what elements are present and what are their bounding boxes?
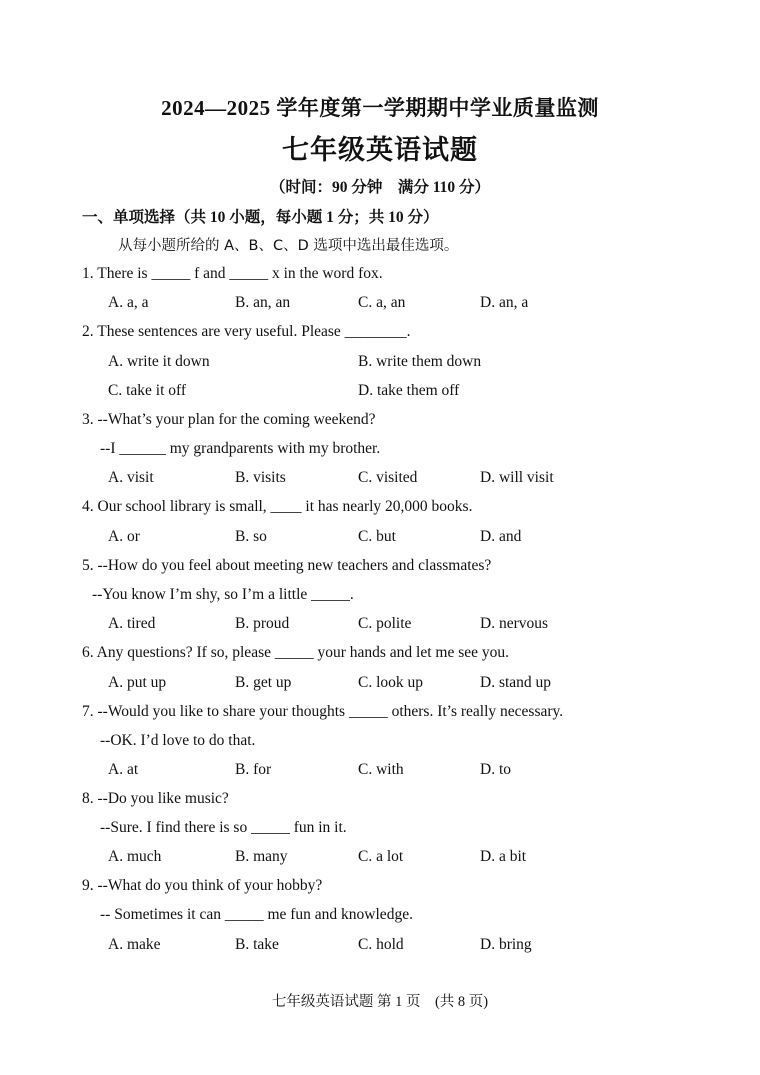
question-8-stem-reply: --Sure. I find there is so _____ fun in it.	[100, 819, 347, 836]
question-9-stem-reply: -- Sometimes it can _____ me fun and knowledge.	[100, 906, 413, 923]
question-2-option-a: A. write it down	[108, 353, 210, 370]
question-1-option-c: C. a, an	[358, 294, 406, 311]
question-4-option-c: C. but	[358, 528, 396, 545]
question-4-option-b: B. so	[235, 528, 267, 545]
exam-header-title: 2024—2025 学年度第一学期期中学业质量监测	[161, 96, 599, 120]
question-1-option-b: B. an, an	[235, 294, 291, 311]
question-6-option-d: D. stand up	[480, 674, 552, 691]
question-4-stem: 4. Our school library is small, ____ it has nearly 20,000 books.	[82, 498, 473, 515]
question-9-option-d: D. bring	[480, 936, 532, 953]
question-7-stem: 7. --Would you like to share your thoughts _____ others. It’s really necessary.	[82, 703, 564, 720]
section-instruction: 从每小题所给的 A、B、C、D 选项中选出最佳选项。	[118, 238, 459, 254]
question-1-option-d: D. an, a	[480, 294, 529, 311]
question-5-stem-reply: --You know I’m shy, so I’m a little _____.	[92, 586, 354, 603]
question-5-stem: 5. --How do you feel about meeting new teachers and classmates?	[82, 557, 492, 574]
question-7-option-d: D. to	[480, 761, 511, 778]
page-footer: 七年级英语试题 第 1 页 (共 8 页)	[271, 994, 489, 1010]
question-5-option-a: A. tired	[108, 615, 156, 632]
question-3-stem: 3. --What’s your plan for the coming weekend?	[82, 411, 376, 428]
section-heading: 一、单项选择（共 10 小题，每小题 1 分；共 10 分）	[82, 209, 439, 226]
question-6-option-b: B. get up	[235, 674, 292, 691]
question-3-option-b: B. visits	[235, 469, 286, 486]
question-1-stem: 1. There is _____ f and _____ x in the word fox.	[82, 265, 383, 282]
question-8-option-d: D. a bit	[480, 848, 527, 865]
question-6-option-a: A. put up	[108, 674, 167, 691]
question-7-option-c: C. with	[358, 761, 404, 778]
question-9-option-a: A. make	[108, 936, 161, 953]
question-3-option-c: C. visited	[358, 469, 418, 486]
question-1-option-a: A. a, a	[108, 294, 149, 311]
question-2-option-d: D. take them off	[358, 382, 460, 399]
exam-time-score: （时间：90 分钟 满分 110 分）	[269, 179, 491, 196]
question-3-stem-reply: --I ______ my grandparents with my brother.	[100, 440, 381, 457]
question-6-option-c: C. look up	[358, 674, 424, 691]
question-4-option-a: A. or	[108, 528, 140, 545]
question-9-option-c: C. hold	[358, 936, 404, 953]
question-7-stem-reply: --OK. I’d love to do that.	[100, 732, 256, 749]
question-5-option-b: B. proud	[235, 615, 290, 632]
question-8-option-a: A. much	[108, 848, 162, 865]
question-8-option-b: B. many	[235, 848, 288, 865]
question-2-option-c: C. take it off	[108, 382, 187, 399]
question-8-stem: 8. --Do you like music?	[82, 790, 229, 807]
question-9-option-b: B. take	[235, 936, 279, 953]
question-5-option-c: C. polite	[358, 615, 412, 632]
question-7-option-a: A. at	[108, 761, 139, 778]
question-6-stem: 6. Any questions? If so, please _____ your hands and let me see you.	[82, 644, 510, 661]
question-4-option-d: D. and	[480, 528, 522, 545]
question-3-option-a: A. visit	[108, 469, 154, 486]
question-7-option-b: B. for	[235, 761, 272, 778]
question-2-stem: 2. These sentences are very useful. Please ________.	[82, 323, 411, 340]
question-2-option-b: B. write them down	[358, 353, 482, 370]
exam-subject-title: 七年级英语试题	[282, 135, 478, 165]
question-8-option-c: C. a lot	[358, 848, 404, 865]
question-3-option-d: D. will visit	[480, 469, 554, 486]
question-5-option-d: D. nervous	[480, 615, 549, 632]
question-9-stem: 9. --What do you think of your hobby?	[82, 877, 323, 894]
